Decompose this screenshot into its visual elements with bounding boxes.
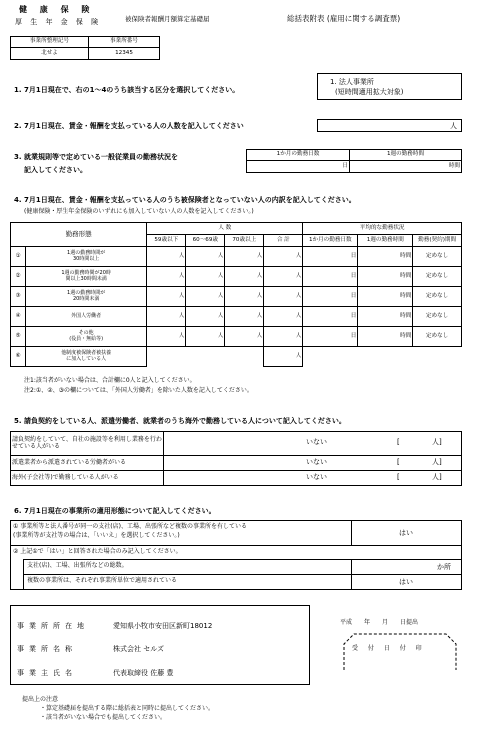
office-val-1[interactable]: 北せよ <box>11 48 89 60</box>
q4-hours: 1週の勤務時間 <box>358 235 413 247</box>
submit-date[interactable]: 平成 年 月 日提出 <box>340 619 419 626</box>
q4-note-2: 注2:①、②、③の欄については、「外国人労働者」を除いた人数を記入してください。 <box>24 387 253 394</box>
q4-col-people: 人 数 <box>147 223 303 235</box>
header-form-name: 被保険者報酬月額算定基礎届 <box>125 15 210 23</box>
name-value[interactable]: 株式会社 セルズ <box>113 645 165 653</box>
q5-row: 請負契約をしていて、自社の施設等を利用し業務を行わせている人がいる いない [ 人] <box>11 432 462 456</box>
q4-row-4: ④ 外国人労働者 人 人 人 人 日 時間 定めなし <box>11 307 462 327</box>
notes-title: 提出上の注意 <box>22 696 59 703</box>
q4-row-label: 他制度被保険者被扶養 に加入している人 <box>26 347 147 367</box>
q4-row-5: ⑤ その他 (役員・無給等) 人 人 人 人 日 時間 定めなし <box>11 327 462 347</box>
owner-label: 事業主氏名 <box>17 669 77 677</box>
office-table <box>10 36 160 60</box>
q4-row-label: 外国人労働者 <box>26 307 147 327</box>
q6-r2b-answer[interactable]: はい <box>399 578 413 586</box>
q5-row-label: 海外(子会社等)で勤務している人がいる <box>11 471 164 486</box>
name-label: 事業所名称 <box>17 645 77 653</box>
q5-row: 海外(子会社等)で勤務している人がいる いない [ 人] <box>11 471 462 486</box>
office-col-1: 事業所整理記号 <box>11 37 89 48</box>
q3-col-1: 1か月の勤務日数 <box>247 150 350 161</box>
q4-col-avg: 平均的な勤務状況 <box>303 223 462 235</box>
q2-text: 2. 7月1日現在、賃金・報酬を支払っている人の人数を記入してください <box>14 122 244 130</box>
q5-status: いない <box>306 458 327 466</box>
q6-r2: ② 上記①で「はい」と回答された場合のみ記入してください。 <box>13 548 182 555</box>
q5-row-label: 請負契約をしていて、自社の施設等を利用し業務を行わせている人がいる <box>11 432 164 456</box>
header-line-1: 健 康 保 険 <box>19 5 95 14</box>
office-col-2: 事業所番号 <box>89 37 160 48</box>
q3-text-2: 記入してください。 <box>24 166 87 174</box>
q4-contract: 勤務(契約)期間 <box>413 235 462 247</box>
q6-r1-answer[interactable]: はい <box>399 529 413 537</box>
q5-status: いない <box>306 438 327 446</box>
q4-row-1: ① 1週の勤務時間が 30時間以上 人 人 人 人 日 時間 定めなし <box>11 247 462 267</box>
q1-answer-2: (短時間適用拡大対象) <box>335 88 404 96</box>
header-line-2: 厚 生 年 金 保 険 <box>15 18 102 26</box>
owner-value[interactable]: 代表取締役 佐藤 豊 <box>113 669 174 677</box>
q1-text: 1. 7月1日現在で、右の1～4のうち該当する区分を選択してください。 <box>14 86 240 94</box>
q5-text: 5. 請負契約をしている人、派遣労働者、就業者のうち海外で勤務している人について記入してください。 <box>14 417 346 425</box>
q5-status: いない <box>306 473 327 481</box>
q6-r1-line1: ① 事業所等と法人番号が同一の支社(店)、工場、出張所など複数の事業所を有している <box>13 523 247 530</box>
q4-row-3: ③ 1週の勤務時間が 20時間未満 人 人 人 人 日 時間 定めなし <box>11 287 462 307</box>
q6-r2a-unit[interactable]: か所 <box>437 563 451 571</box>
q5-table <box>10 431 462 486</box>
q3-col-2: 1週の勤務時間 <box>350 150 462 161</box>
q4-age-2: 60～69歳 <box>186 235 225 247</box>
addr-value[interactable]: 愛知県小牧市安田区新町18012 <box>113 622 213 630</box>
notes-2: ・該当者がいない場合でも提出してください。 <box>40 714 167 721</box>
q4-row-6: ⑥ 他制度被保険者被扶養 に加入している人 人 <box>11 347 462 367</box>
q6-text: 6. 7月1日現在の事業所の適用形態について記入してください。 <box>14 507 216 515</box>
q2-answer-box[interactable] <box>317 119 462 132</box>
q2-unit: 人 <box>450 122 457 130</box>
q4-row-label: 1週の勤務時間が 30時間以上 <box>26 247 147 267</box>
q3-table <box>246 149 462 173</box>
q4-row-label: 1週の勤務時間が 20時間未満 <box>26 287 147 307</box>
stamp-label: 受 付 日 付 印 <box>352 645 426 652</box>
q4-days: 1か月の勤務日数 <box>303 235 358 247</box>
q4-sub: (健康保険・厚生年金保険のいずれにも加入していない人の人数を記入してください。) <box>24 208 254 215</box>
q5-row: 派遣業者から派遣されている労働者がいる いない [ 人] <box>11 456 462 471</box>
q4-age-1: 59歳以下 <box>147 235 186 247</box>
q4-row-label: 1週の勤務時間が20時 間以上30時間未満 <box>26 267 147 287</box>
q6-box <box>10 520 462 590</box>
header-title: 総括表附表 (雇用に関する調査票) <box>287 14 401 23</box>
q1-answer-1: 1. 法人事業所 <box>330 78 374 86</box>
q4-col-type: 勤務形態 <box>11 223 147 247</box>
q1-answer-box[interactable] <box>317 73 462 100</box>
q6-r1-line2: (事業所等が支社等の場合は、「いいえ」を選択してください。) <box>13 532 180 539</box>
q3-unit-1[interactable]: 日 <box>247 161 350 173</box>
addr-label: 事業所所在地 <box>17 622 89 630</box>
q4-text: 4. 7月1日現在、賃金・報酬を支払っている人のうち被保険者となっていない人の内訳を記入してください。 <box>14 196 356 204</box>
q5-row-label: 派遣業者から派遣されている労働者がいる <box>11 456 164 471</box>
q3-text-1: 3. 就業規則等で定めている一般従業員の勤務状況を <box>14 153 178 161</box>
office-val-2[interactable]: 12345 <box>89 48 160 60</box>
q4-age-3: 70歳以上 <box>225 235 264 247</box>
footer-box <box>10 605 310 685</box>
notes-1: ・算定基礎届を提出する際に総括表と同時に提出してください。 <box>40 705 215 712</box>
q4-row-2: ② 1週の勤務時間が20時 間以上30時間未満 人 人 人 人 日 時間 定めなし <box>11 267 462 287</box>
q4-table <box>10 222 462 367</box>
q4-note-1: 注1:該当者がいない場合は、合計欄に0人と記入してください。 <box>24 377 196 384</box>
q3-unit-2[interactable]: 時間 <box>350 161 462 173</box>
q4-row-label: その他 (役員・無給等) <box>26 327 147 347</box>
q6-r2a: 支社(店)、工場、出張所などの総数。 <box>27 562 128 569</box>
q4-total: 合 計 <box>264 235 303 247</box>
q6-r2b: 複数の事業所は、それぞれ事業所単位で適用されている <box>27 577 178 584</box>
